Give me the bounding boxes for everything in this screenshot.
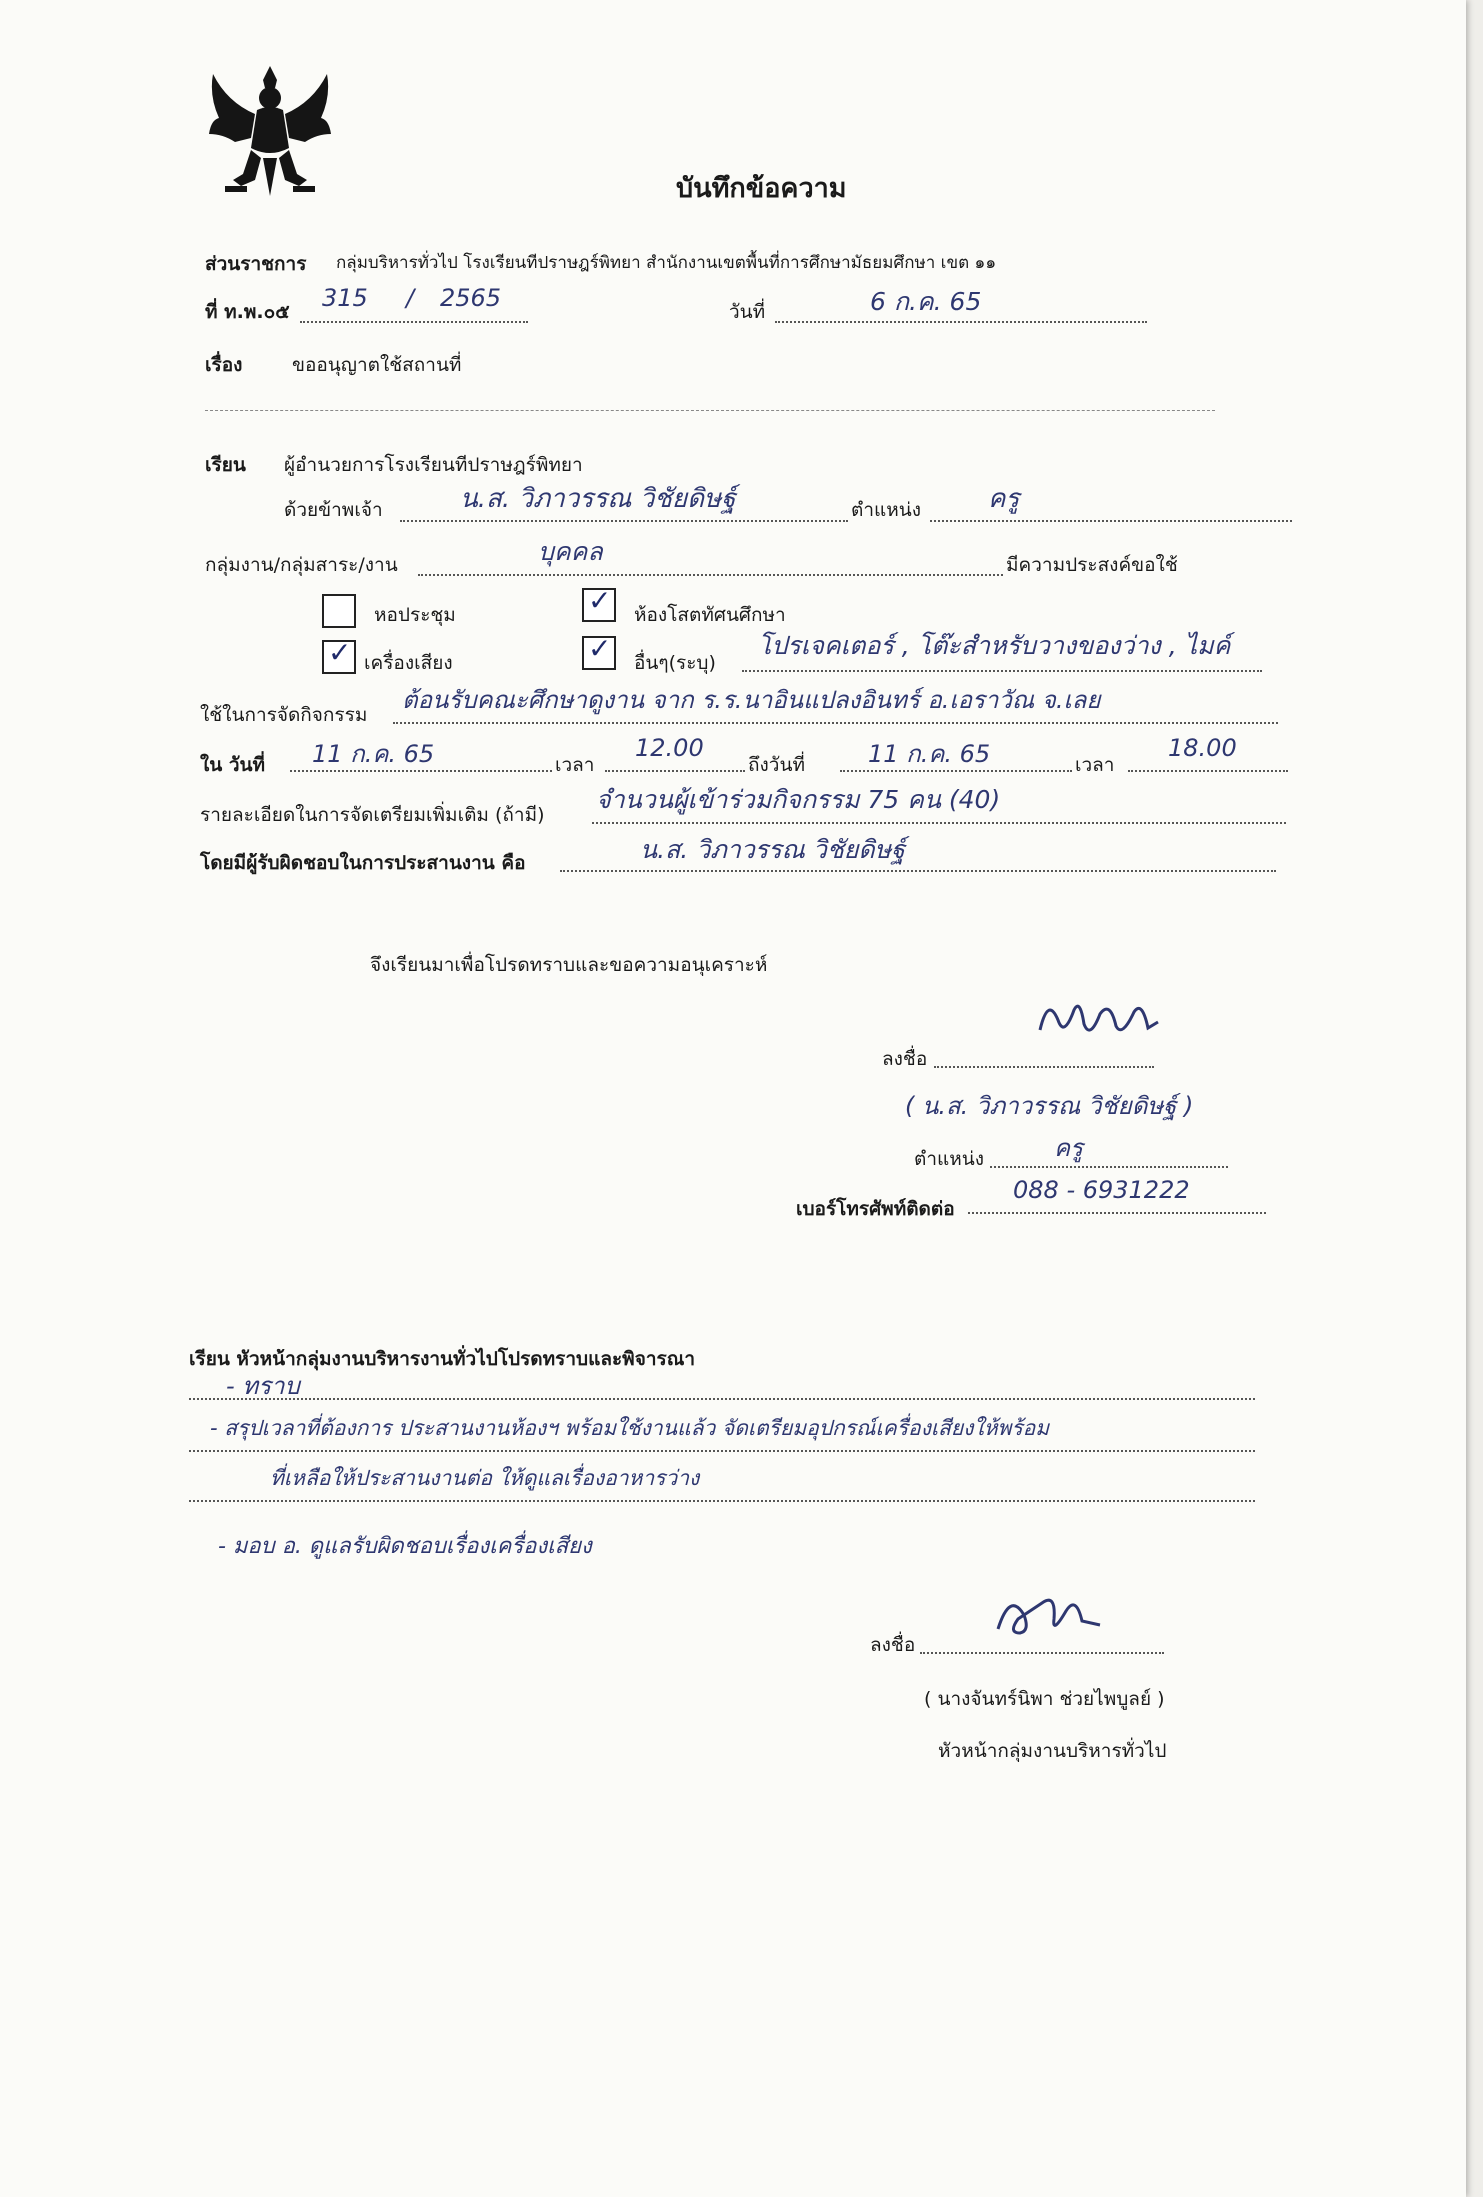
review-note-4: - มอบ อ. ดูแลรับผิดชอบเรื่องเครื่องเสียง <box>218 1534 592 1559</box>
activity-value: ต้อนรับคณะศึกษาดูงาน จาก ร.ร.นาอินแปลงอินทร์ อ.เอราวัณ จ.เลย <box>402 686 1101 714</box>
signer-name: ( น.ส. วิภาวรรณ วิชัยดิษฐ์ ) <box>905 1092 1194 1120</box>
coordinator-value: น.ส. วิภาวรรณ วิชัยดิษฐ์ <box>640 835 905 864</box>
ref-number: 315 <box>322 284 368 312</box>
group-value: บุคคล <box>538 537 603 566</box>
requester-signature <box>1030 990 1170 1050</box>
review-note-3: ที่เหลือให้ประสานงานต่อ ให้ดูแลเรื่องอาหารว่าง <box>270 1466 700 1490</box>
to-label: เรียน <box>205 454 246 476</box>
option-checkbox-other[interactable]: ✓ <box>582 636 616 670</box>
signer-sign-label: ลงชื่อ <box>882 1048 928 1070</box>
start-time: 12.00 <box>635 734 704 762</box>
memo-heading: บันทึกข้อความ <box>676 173 847 204</box>
option-label-av-room: ห้องโสตทัศนศึกษา <box>634 604 786 626</box>
details-label: รายละเอียดในการจัดเตรียมเพิ่มเติม (ถ้ามี) <box>200 804 545 826</box>
option-label-other: อื่นๆ(ระบุ) <box>634 652 716 674</box>
group-suffix: มีความประสงค์ขอใช้ <box>1006 554 1178 576</box>
schedule-on-label: ใน วันที่ <box>200 754 266 776</box>
ref-label: ที่ ท.พ.๐๕ <box>205 301 290 323</box>
group-label: กลุ่มงาน/กลุ่มสาระ/งาน <box>205 554 398 576</box>
option-checkbox-av-room[interactable]: ✓ <box>582 588 616 622</box>
option-checkbox-auditorium[interactable] <box>322 594 356 628</box>
start-time-label: เวลา <box>555 754 595 776</box>
closing-text: จึงเรียนมาเพื่อโปรดทราบและขอความอนุเคราะห์ <box>370 954 768 976</box>
department-label: ส่วนราชการ <box>205 253 307 275</box>
signer-position: ครู <box>1054 1134 1083 1162</box>
activity-label: ใช้ในการจัดกิจกรรม <box>200 704 368 726</box>
end-time-label: เวลา <box>1075 754 1115 776</box>
date-value: 6 ก.ค. 65 <box>870 287 982 316</box>
option-other-note: โปรเจคเตอร์ , โต๊ะสำหรับวางของว่าง , ไมค์ <box>758 631 1231 660</box>
end-time: 18.00 <box>1168 734 1237 762</box>
requester-name: น.ส. วิภาวรรณ วิชัยดิษฐ์ <box>460 484 736 514</box>
reviewer-sign-label: ลงชื่อ <box>870 1634 916 1656</box>
signer-phone-label: เบอร์โทรศัพท์ติดต่อ <box>796 1198 955 1220</box>
reviewer-name: ( นางจันทร์นิพา ช่วยไพบูลย์ ) <box>924 1688 1165 1710</box>
review-note-1: - ทราบ <box>226 1372 300 1400</box>
to-value: ผู้อำนวยการโรงเรียนทีปราษฎร์พิทยา <box>284 454 583 476</box>
end-date-label: ถึงวันที่ <box>748 754 805 776</box>
coordinator-label: โดยมีผู้รับผิดชอบในการประสานงาน คือ <box>200 852 526 874</box>
reviewer-signature <box>990 1585 1110 1645</box>
garuda-emblem-icon <box>205 62 335 202</box>
subject-label: เรื่อง <box>205 354 243 376</box>
details-value: จำนวนผู้เข้าร่วมกิจกรรม 75 คน (40) <box>596 785 1001 814</box>
position-label: ตำแหน่ง <box>851 499 922 521</box>
memo-paper: บันทึกข้อความ ส่วนราชการ กลุ่มบริหารทั่วไป โรงเรียนทีปราษฎร์พิทยา สำนักงานเขตพื้นที่การศึกษามัธยมศึกษา เขต ๑๑ ที่ ท.พ.๐๕ 315 / 2565 วันที่ 6 ก.ค. 65 เรื่อง ขออนุญาตใช้สถานที่ เรียน ผู้อำนวยการโรงเรียนทีปราษฎร์พิทยา ด้วยข้าพเจ้า น.ส. วิภาวรรณ วิชัยดิษฐ์ ตำแหน่ง ครู กลุ่มงาน/กลุ่มสาระ/งาน บุคคล มีความประสงค์ขอใช้ หอประชุม ✓ ห้องโสตทัศนศึกษา ✓ เครื่องเสียง ✓ อื่นๆ(ระบุ) โปรเจคเตอร์ , โต๊ะสำหรับวางของว่าง , ไมค์ ใช้ในการจัดกิจกรรม ต้อนรับคณะศึกษาดูงาน จาก ร.ร.นาอินแปลงอินทร์ อ.เอราวัณ จ.เลย ใน วันที่ 11 ก.ค. 65 เวลา 12.00 ถึงวันที่ 11 ก.ค. 65 เวลา 18.00 รายละเอียดในการจัดเตรียมเพิ่มเติม (ถ้ามี) จำนวนผู้เข้าร่วมกิจกรรม 75 คน (40) โดยมีผู้รับผิดชอบในการประสานงาน คือ น.ส. วิภาวรรณ วิชัยดิษฐ์ จึงเรียนมาเพื่อโปรดทราบและขอความอนุเคราะห์ ลงชื่อ ( น.ส. วิภาวรรณ วิชัยดิษฐ์ ) ตำแหน่ง ครู เบอร์โทรศัพท์ติดต่อ 088 - 6931222 เรียน หัวหน้ากลุ่มงานบริหารงานทั่วไปโปรดทราบและพิจารณา - ทราบ - สรุปเวลาที่ต้องการ ประสานงานห้องฯ พร้อมใช้งานแล้ว จัดเตรียมอุปกรณ์เครื่องเสียงให้พร้อม ที่เหลือให้ประสานงานต่อ ให้ดูแลเรื่องอาหารว่าง - มอบ อ. ดูแลรับผิดชอบเรื่องเครื่องเสียง ลงชื่อ ( นางจันทร์นิพา ช่วยไพบูลย์ ) หัวหน้ากลุ่มงานบริหารทั่วไป <box>0 0 1466 2197</box>
signer-phone: 088 - 6931222 <box>1013 1176 1190 1204</box>
review-label: เรียน หัวหน้ากลุ่มงานบริหารงานทั่วไปโปรดทราบและพิจารณา <box>189 1348 696 1370</box>
signer-position-label: ตำแหน่ง <box>914 1148 985 1170</box>
requester-label: ด้วยข้าพเจ้า <box>284 499 383 521</box>
review-note-2: - สรุปเวลาที่ต้องการ ประสานงานห้องฯ พร้อมใช้งานแล้ว จัดเตรียมอุปกรณ์เครื่องเสียงให้พร้อม <box>210 1416 1050 1440</box>
reviewer-title: หัวหน้ากลุ่มงานบริหารทั่วไป <box>938 1740 1167 1762</box>
start-date: 11 ก.ค. 65 <box>312 740 435 768</box>
ref-year: 2565 <box>440 284 502 312</box>
end-date: 11 ก.ค. 65 <box>868 740 991 768</box>
date-label: วันที่ <box>729 301 766 323</box>
option-checkbox-sound[interactable]: ✓ <box>322 640 356 674</box>
option-label-auditorium: หอประชุม <box>374 604 456 626</box>
position-value: ครู <box>988 484 1020 514</box>
option-label-sound: เครื่องเสียง <box>364 652 453 674</box>
department-value: กลุ่มบริหารทั่วไป โรงเรียนทีปราษฎร์พิทยา สำนักงานเขตพื้นที่การศึกษามัธยมศึกษา เขต ๑๑ <box>336 253 997 273</box>
subject-value: ขออนุญาตใช้สถานที่ <box>292 354 462 376</box>
